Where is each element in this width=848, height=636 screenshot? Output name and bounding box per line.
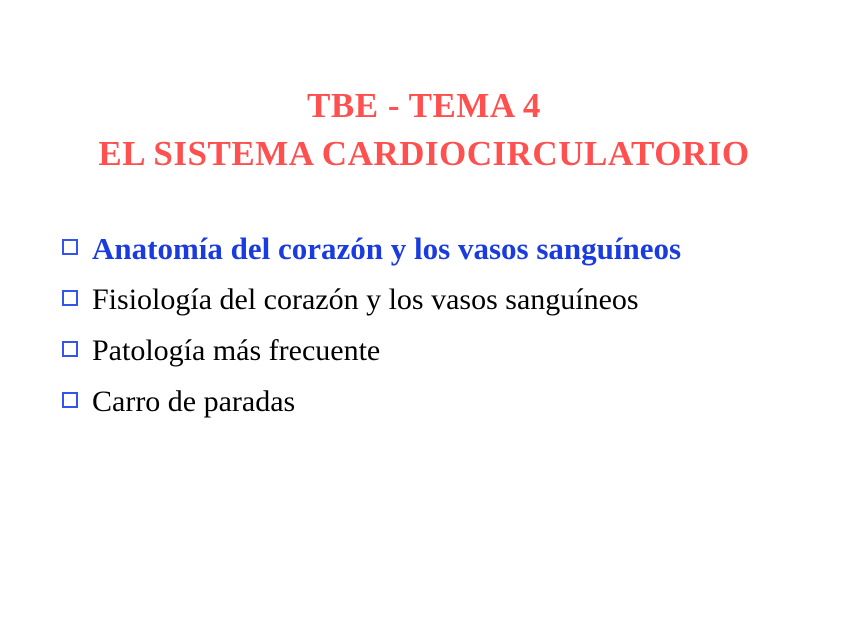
checkbox-square-icon <box>62 392 78 408</box>
list-item <box>62 228 782 269</box>
list-item-label: Patología más frecuente <box>92 334 381 367</box>
list-item-label: Anatomía del corazón y los vasos sanguíneos <box>92 231 682 266</box>
checkbox-square-icon <box>62 290 78 306</box>
list-item-label: Fisiología del corazón y los vasos sanguíneos <box>92 283 639 316</box>
checkbox-square-icon <box>62 341 78 357</box>
list-item-label: Carro de paradas <box>92 385 296 418</box>
title-line-1: TBE - TEMA 4 <box>307 86 541 125</box>
list-item <box>62 330 782 371</box>
list-item <box>62 279 782 320</box>
bullet-list <box>62 228 782 432</box>
checkbox-square-icon <box>62 239 78 255</box>
list-item <box>62 381 782 422</box>
slide-title <box>0 0 848 178</box>
title-line-2: EL SISTEMA CARDIOCIRCULATORIO <box>98 134 750 173</box>
